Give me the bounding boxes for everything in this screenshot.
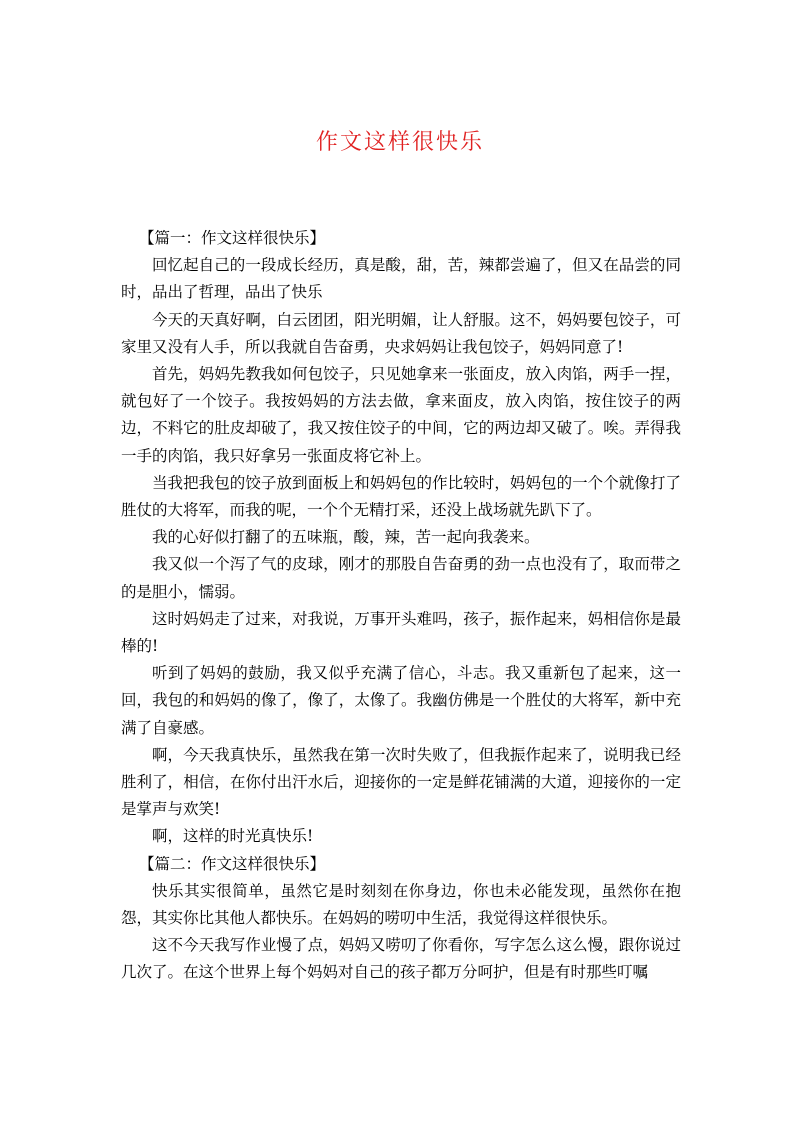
paragraph: 这不今天我写作业慢了点，妈妈又唠叨了你看你，写字怎么这么慢，跟你说过几次了。在这个世界上每个妈妈对自己的孩子都万分呵护，但是有时那些叮嘱 bbox=[121, 936, 681, 982]
paragraph: 当我把我包的饺子放到面板上和妈妈包的作比较时，妈妈包的一个个就像打了胜仗的大将军，而我的呢，一个个无精打采，还没上战场就先趴下了。 bbox=[121, 473, 681, 520]
paragraph: 快乐其实很简单，虽然它是时刻刻在你身边，你也未必能发现，虽然你在抱怨，其实你比其他人都快乐。在妈妈的唠叨中生活，我觉得这样很快乐。 bbox=[121, 881, 681, 928]
page-title: 作文这样很快乐 bbox=[315, 130, 484, 155]
paragraph: 啊，这样的时光真快乐! bbox=[152, 827, 314, 846]
paragraph: 今天的天真好啊，白云团团，阳光明媚，让人舒服。这不，妈妈要包饺子，可家里又没有人手，所以我就自告奋勇，央求妈妈让我包饺子，妈妈同意了! bbox=[121, 310, 681, 356]
section-heading: 【篇二：作文这样很快乐】 bbox=[139, 854, 326, 873]
paragraph: 首先，妈妈先教我如何包饺子，只见她拿来一张面皮，放入肉馅，两手一捏，就包好了一个饺子。我按妈妈的方法去做，拿来面皮，放入肉馅，按住饺子的两边，不料它的肚皮却破了，我又按住饺子的中间，它的两边却又破了。唉。弄得我一手的肉馅，我只好拿另一张面皮将它补上。 bbox=[121, 365, 681, 465]
paragraph: 这时妈妈走了过来，对我说，万事开头难吗，孩子，振作起来，妈相信你是最棒的! bbox=[121, 609, 681, 656]
paragraph: 我的心好似打翻了的五味瓶，酸，辣，苦一起向我袭来。 bbox=[152, 528, 540, 547]
paragraph: 听到了妈妈的鼓励，我又似乎充满了信心，斗志。我又重新包了起来，这一回，我包的和妈妈的像了，像了，太像了。我幽仿佛是一个胜仗的大将军，新中充满了自豪感。 bbox=[121, 664, 681, 737]
document-body bbox=[121, 225, 681, 987]
section-heading: 【篇一：作文这样很快乐】 bbox=[139, 229, 326, 247]
paragraph: 回忆起自己的一段成长经历，真是酸，甜，苦，辣都尝遍了，但又在品尝的同时，品出了哲理，品出了快乐 bbox=[121, 256, 681, 302]
paragraph: 我又似一个泻了气的皮球，刚才的那股自告奋勇的劲一点也没有了，取而带之的是胆小，懦弱。 bbox=[121, 555, 681, 601]
paragraph: 啊，今天我真快乐，虽然我在第一次时失败了，但我振作起来了，说明我已经胜利了，相信，在你付出汗水后，迎接你的一定是鲜花铺满的大道，迎接你的一定是掌声与欢笑! bbox=[121, 745, 681, 819]
